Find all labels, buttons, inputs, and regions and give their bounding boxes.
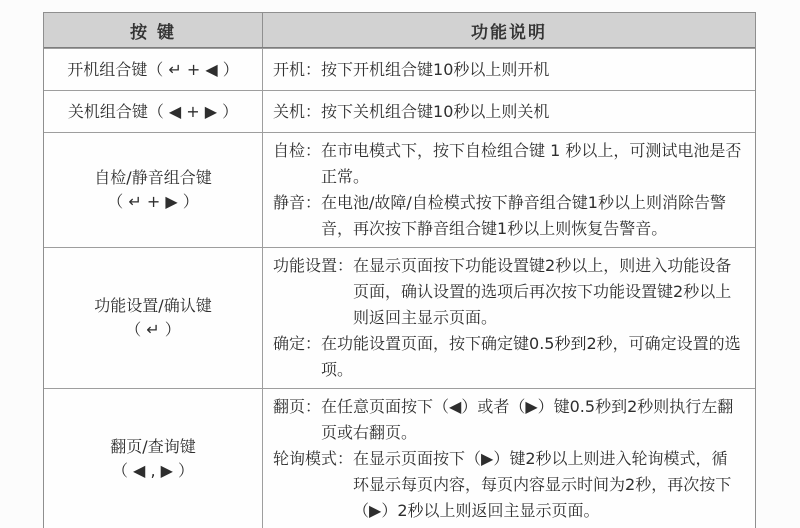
description-cell: [263, 248, 755, 388]
key-combo: （ ◀ , ▶ ）: [111, 461, 195, 480]
entry-text: 在市电模式下，按下自检组合键 1 秒以上，可测试电池是否正常。: [321, 141, 742, 186]
function-entry: [273, 190, 743, 242]
description-cell: [263, 49, 755, 90]
key-label: 功能设置/确认键: [94, 296, 212, 315]
key-cell: [44, 248, 263, 388]
key-cell: [44, 91, 263, 132]
key-label: 关机组合键（ ◀ + ▶ ）: [67, 101, 239, 121]
key-label: 自检/静音组合键: [94, 168, 212, 187]
description-cell: [263, 389, 755, 528]
header-function-column: 功能说明: [471, 22, 547, 43]
table-row: [44, 48, 755, 90]
entry-text: 在显示页面按下（▶）键2秒以上则进入轮询模式，循环显示每页内容，每页内容显示时间为2秒，再次按下（▶）2秒以上则返回主显示页面。: [353, 449, 732, 520]
key-combo: （ ↵ ）: [125, 320, 181, 339]
key-cell: [44, 133, 263, 247]
key-cell: [44, 389, 263, 528]
key-cell: [44, 49, 263, 90]
entry-label: 静音：: [273, 193, 322, 212]
function-entry: [273, 253, 743, 331]
function-entry: [273, 57, 743, 83]
function-entry: [273, 99, 743, 125]
entry-label: 开机：: [273, 59, 322, 79]
header-key-column: 按 键: [44, 13, 263, 47]
entry-text: 按下开机组合键10秒以上则开机: [321, 59, 550, 79]
key-label: 翻页/查询键: [110, 437, 196, 456]
entry-text: 按下关机组合键10秒以上则关机: [321, 101, 550, 121]
entry-label: 自检：: [273, 141, 322, 160]
table-row: [44, 90, 755, 132]
function-entry: [273, 331, 743, 383]
key-function-table: [43, 12, 756, 528]
table-header-row: [44, 13, 755, 48]
entry-text: 在电池/故障/自检模式按下静音组合键1秒以上则消除告警音，再次按下静音组合键1秒以上则恢复告警音。: [321, 193, 726, 238]
table-row: [44, 132, 755, 247]
description-cell: [263, 91, 755, 132]
function-entry: [273, 446, 743, 524]
table-row: [44, 388, 755, 528]
entry-text: 在功能设置页面，按下确定键0.5秒到2秒，可确定设置的选项。: [321, 334, 741, 379]
description-cell: [263, 133, 755, 247]
entry-label: 翻页：: [273, 397, 322, 416]
table-row: [44, 247, 755, 388]
entry-label: 关机：: [273, 101, 322, 121]
key-combo: （ ↵ + ▶ ）: [107, 192, 199, 211]
entry-label: 功能设置：: [273, 256, 354, 275]
entry-label: 轮询模式：: [273, 449, 354, 468]
function-entry: [273, 138, 743, 190]
entry-text: 在任意页面按下（◀）或者（▶）键0.5秒到2秒则执行左翻页或右翻页。: [321, 397, 734, 442]
function-entry: [273, 394, 743, 446]
key-label: 开机组合键（ ↵ + ◀ ）: [67, 59, 239, 79]
entry-label: 确定：: [273, 334, 322, 353]
entry-text: 在显示页面按下功能设置键2秒以上，则进入功能设备页面，确认设置的选项后再次按下功能设置键2秒以上则返回主显示页面。: [353, 256, 732, 327]
